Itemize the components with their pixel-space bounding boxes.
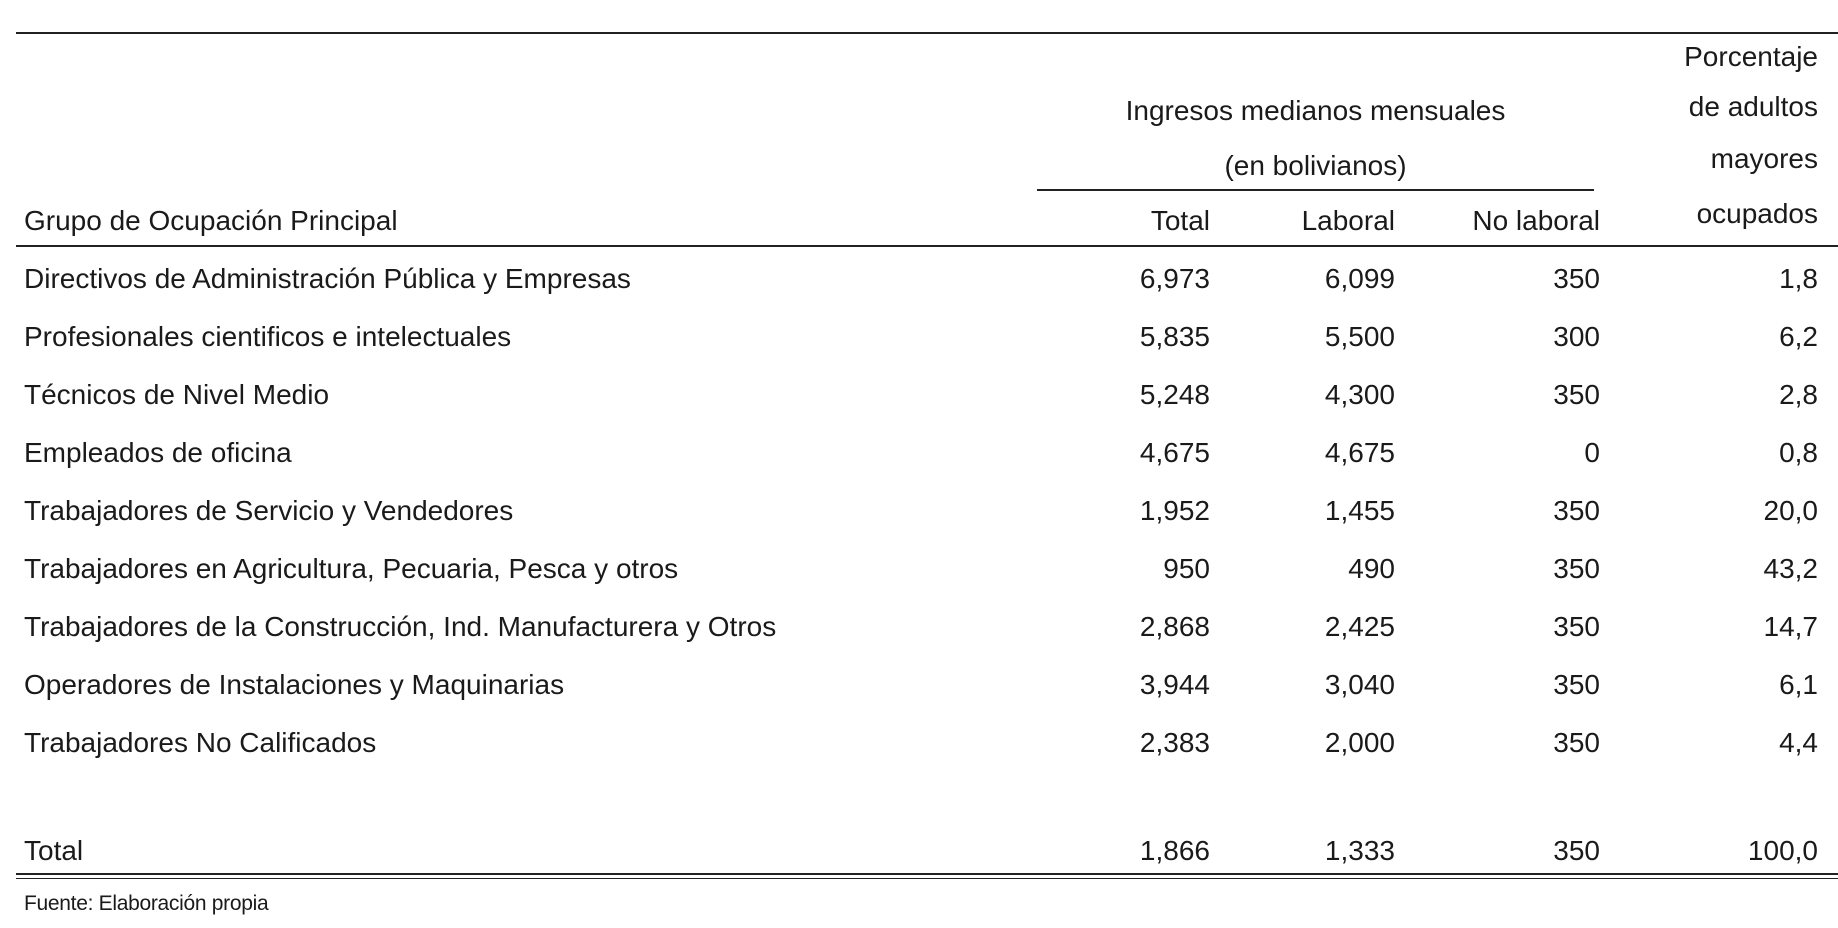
table-bottom-rule-secondary	[16, 878, 1838, 879]
pct-header-line1: Porcentaje	[1684, 41, 1818, 72]
row-no-laboral: 350	[1553, 611, 1600, 642]
row-total: 6,973	[1139, 263, 1210, 294]
col-header-no-laboral: No laboral	[1472, 205, 1600, 236]
row-label: Trabajadores de la Construcción, Ind. Manufacturera y Otros	[24, 611, 777, 642]
table-bottom-rule	[16, 873, 1838, 875]
row-total: 1,952	[1139, 495, 1210, 526]
row-total: 4,675	[1139, 437, 1210, 468]
pct-header-line4: ocupados	[1696, 198, 1818, 229]
row-no-laboral: 350	[1553, 553, 1600, 584]
row-pct: 6,1	[1779, 669, 1818, 700]
total-row-label: Total	[24, 835, 84, 866]
row-pct: 4,4	[1779, 727, 1818, 758]
header-bottom-rule	[16, 245, 1838, 247]
col-header-total: Total	[1150, 205, 1210, 236]
row-pct: 43,2	[1763, 553, 1818, 584]
row-no-laboral: 350	[1553, 379, 1600, 410]
row-laboral: 1,455	[1324, 495, 1395, 526]
row-total: 3,944	[1139, 669, 1210, 700]
row-label: Directivos de Administración Pública y Empresas	[24, 263, 631, 294]
row-total: 2,868	[1139, 611, 1210, 642]
total-row-no-laboral: 350	[1553, 835, 1600, 866]
source-note: Fuente: Elaboración propia	[24, 892, 269, 915]
row-laboral: 2,000	[1324, 727, 1395, 758]
col-header-laboral: Laboral	[1301, 205, 1395, 236]
row-pct: 14,7	[1763, 611, 1818, 642]
row-total: 950	[1163, 553, 1210, 584]
row-total: 5,248	[1139, 379, 1210, 410]
row-pct: 0,8	[1779, 437, 1818, 468]
row-no-laboral: 0	[1584, 437, 1600, 468]
row-header: Grupo de Ocupación Principal	[24, 205, 398, 236]
row-laboral: 5,500	[1324, 321, 1395, 352]
row-label: Empleados de oficina	[24, 437, 292, 468]
row-no-laboral: 350	[1553, 495, 1600, 526]
pct-header-line3: mayores	[1710, 143, 1818, 174]
table-top-rule	[16, 32, 1838, 34]
row-laboral: 4,675	[1324, 437, 1395, 468]
row-laboral: 4,300	[1324, 379, 1395, 410]
row-label: Operadores de Instalaciones y Maquinarias	[24, 669, 565, 700]
row-laboral: 490	[1348, 553, 1395, 584]
row-label: Trabajadores No Calificados	[24, 727, 377, 758]
row-laboral: 6,099	[1324, 263, 1395, 294]
row-pct: 2,8	[1779, 379, 1818, 410]
row-total: 5,835	[1139, 321, 1210, 352]
total-row-pct: 100,0	[1747, 835, 1818, 866]
row-label: Profesionales cientificos e intelectuales	[24, 321, 512, 352]
income-group-header-line2: (en bolivianos)	[1224, 150, 1407, 181]
row-pct: 20,0	[1763, 495, 1818, 526]
row-no-laboral: 350	[1553, 727, 1600, 758]
total-row-total: 1,866	[1139, 835, 1210, 866]
row-label: Técnicos de Nivel Medio	[24, 379, 330, 410]
row-total: 2,383	[1139, 727, 1210, 758]
row-label: Trabajadores en Agricultura, Pecuaria, Pesca y otros	[24, 553, 679, 584]
income-group-rule	[1037, 189, 1594, 191]
row-pct: 1,8	[1779, 263, 1818, 294]
row-laboral: 3,040	[1324, 669, 1395, 700]
row-no-laboral: 300	[1553, 321, 1600, 352]
income-table	[16, 0, 1838, 928]
income-group-header-line1: Ingresos medianos mensuales	[1125, 95, 1506, 126]
row-no-laboral: 350	[1553, 669, 1600, 700]
total-row-laboral: 1,333	[1324, 835, 1395, 866]
row-pct: 6,2	[1779, 321, 1818, 352]
row-no-laboral: 350	[1553, 263, 1600, 294]
pct-header-line2: de adultos	[1688, 91, 1818, 122]
row-label: Trabajadores de Servicio y Vendedores	[24, 495, 514, 526]
row-laboral: 2,425	[1324, 611, 1395, 642]
